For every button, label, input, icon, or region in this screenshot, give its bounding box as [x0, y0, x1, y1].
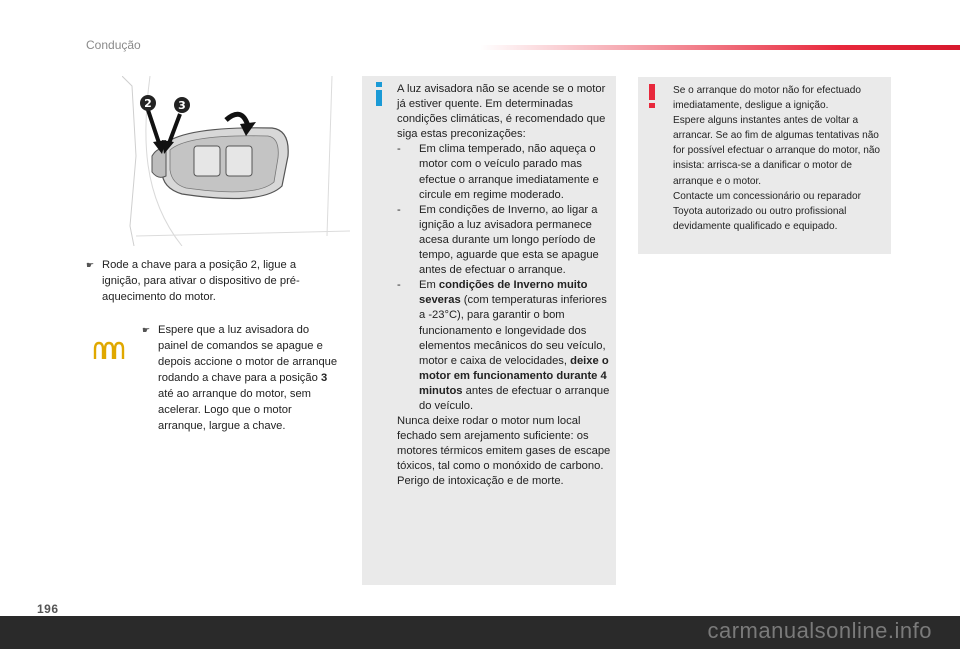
info-list-item: - Em condições de Inverno, ao ligar a ignição a luz avisadora permanece acesa durante um longo período de tempo, aguarde que esta se apague antes de efectuar o arranque.: [397, 203, 599, 277]
bullet-arrow-icon: ☛: [142, 325, 151, 335]
preheat-lamp-icon: [92, 341, 126, 361]
warning-line: Espere alguns instantes antes de voltar a arrancar. Se ao fim de algumas tentativas não for possível efectuar o arranque do motor, não insista: arrisca-se a danificar o motor de arranque e o motor.: [673, 115, 881, 187]
info-list-item: - Em clima temperado, não aqueça o motor com o veículo parado mas efectue o arranque imediatamente e circule em regime moderado.: [397, 143, 599, 201]
info-icon: [374, 82, 384, 106]
warning-text: [673, 83, 883, 234]
info-text: [397, 82, 613, 490]
warning-line: Contacte um concessionário ou reparador Toyota autorizado ou outro profissional devidamente qualificado e equipado.: [673, 190, 861, 232]
step-2-text: Espere que a luz avisadora do painel de comandos se apague e depois accione o motor de arranque rodando a chave para a posição 3 até ao arranque do motor, sem acelerar. Logo que o motor arranque, largue a chave.: [158, 324, 338, 432]
step-1-text: Rode a chave para a posição 2, ligue a ignição, para ativar o dispositivo de pré-aquecimento do motor.: [102, 259, 300, 303]
page-number: 196: [37, 602, 59, 616]
section-title: Condução: [86, 38, 141, 52]
bullet-arrow-icon: ☛: [86, 260, 95, 270]
position-3-label: 3: [178, 99, 186, 112]
warning-icon: [648, 84, 656, 108]
position-2-label: 2: [144, 97, 152, 110]
info-closing: Nunca deixe rodar o motor num local fechado sem arejamento suficiente: os motores térmicos emitem gases de escape tóxicos, tal como o monóxido de carbono. Perigo de intoxicação e de morte.: [397, 415, 611, 488]
info-intro: A luz avisadora não se acende se o motor já estiver quente. Em determinadas condições climáticas, é recomendado que siga estas preconizações:: [397, 83, 606, 141]
step-1: [86, 257, 336, 305]
info-list-item: - Em condições de Inverno muito severas (com temperaturas inferiores a -23°C), para garantir o bom funcionamento e longevidade dos elementos mecânicos do seu veículo, motor e caixa de velocidades, deixe o motor em funcionamento durante 4 minutos antes de efectuar o arranque do veículo.: [397, 279, 610, 412]
step-2: [142, 322, 342, 434]
watermark: carmanualsonline.info: [707, 618, 932, 643]
warning-line: Se o arranque do motor não for efectuado imediatamente, desligue a ignição.: [673, 85, 861, 112]
key-fob-illustration: [122, 76, 350, 246]
header-accent-bar: [480, 45, 960, 50]
